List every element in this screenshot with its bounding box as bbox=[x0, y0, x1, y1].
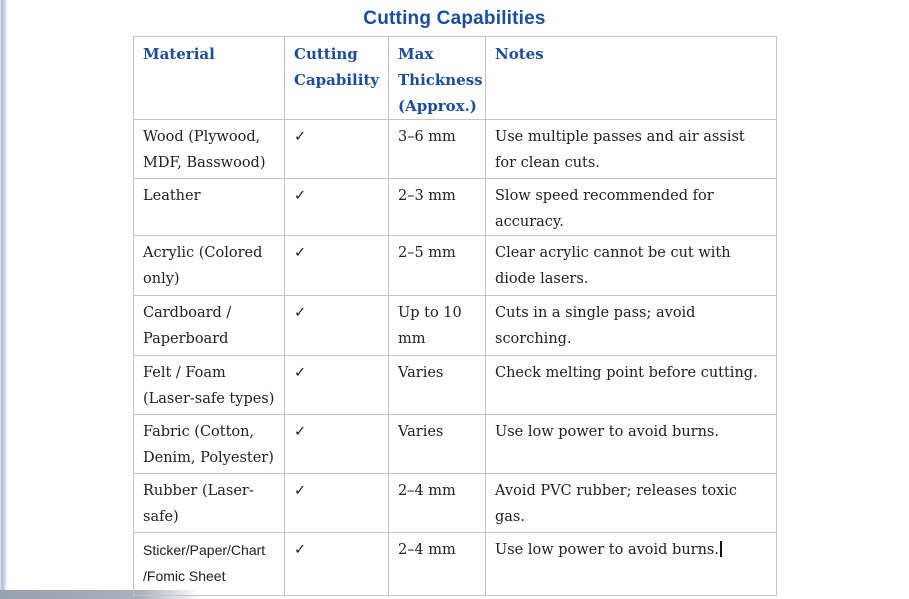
material-cell[interactable] bbox=[134, 415, 285, 474]
cutting-capabilities-table bbox=[133, 36, 777, 596]
notes-text: Slow speed recommended for accuracy. bbox=[495, 188, 714, 230]
check-icon: ✓ bbox=[294, 188, 307, 204]
capability-cell[interactable] bbox=[285, 179, 389, 236]
material-text: Rubber (Laser-safe) bbox=[143, 483, 254, 525]
notes-text: Clear acrylic cannot be cut with diode lasers. bbox=[495, 245, 731, 287]
notes-cell[interactable] bbox=[486, 179, 777, 236]
material-cell[interactable] bbox=[134, 296, 285, 356]
capability-cell[interactable] bbox=[285, 356, 389, 415]
thickness-cell[interactable] bbox=[389, 533, 486, 596]
notes-text: Use low power to avoid burns. bbox=[495, 424, 719, 440]
notes-cell[interactable] bbox=[486, 120, 777, 179]
capability-cell[interactable] bbox=[285, 296, 389, 356]
thickness-text: Varies bbox=[398, 424, 444, 440]
material-text: Wood (Plywood, MDF, Basswood) bbox=[143, 129, 266, 171]
table-row bbox=[134, 179, 777, 236]
notes-text: Check melting point before cutting. bbox=[495, 365, 758, 381]
thickness-text: Varies bbox=[398, 365, 444, 381]
thickness-cell[interactable] bbox=[389, 474, 486, 533]
notes-cell[interactable] bbox=[486, 415, 777, 474]
capability-cell[interactable] bbox=[285, 415, 389, 474]
table-row bbox=[134, 296, 777, 356]
thickness-text: 2–5 mm bbox=[398, 245, 456, 261]
column-header-material[interactable]: Material bbox=[134, 37, 285, 120]
check-icon: ✓ bbox=[294, 245, 307, 261]
thickness-text: 2–4 mm bbox=[398, 542, 456, 558]
check-icon: ✓ bbox=[294, 483, 307, 499]
column-header-notes[interactable]: Notes bbox=[486, 37, 777, 120]
notes-cell[interactable] bbox=[486, 356, 777, 415]
material-cell[interactable] bbox=[134, 474, 285, 533]
material-text: Sticker/Paper/Chart /Fomic Sheet bbox=[143, 542, 266, 584]
thickness-cell[interactable] bbox=[389, 236, 486, 296]
notes-text: Use multiple passes and air assist for clean cuts. bbox=[495, 129, 745, 171]
material-text: Acrylic (Colored only) bbox=[143, 245, 263, 287]
check-icon: ✓ bbox=[294, 305, 307, 321]
column-header-cutting-capability[interactable]: Cutting Capability bbox=[285, 37, 389, 120]
material-text: Fabric (Cotton, Denim, Polyester) bbox=[143, 424, 274, 466]
table-row bbox=[134, 236, 777, 296]
thickness-cell[interactable] bbox=[389, 179, 486, 236]
material-cell[interactable] bbox=[134, 179, 285, 236]
material-cell[interactable] bbox=[134, 533, 285, 596]
table-row bbox=[134, 474, 777, 533]
thickness-cell[interactable] bbox=[389, 296, 486, 356]
notes-text: Avoid PVC rubber; releases toxic gas. bbox=[495, 483, 738, 525]
notes-text: Use low power to avoid burns. bbox=[495, 542, 719, 558]
column-header-max-thickness[interactable]: Max Thickness (Approx.) bbox=[389, 37, 486, 120]
table-row bbox=[134, 533, 777, 596]
table-header-row bbox=[134, 37, 777, 120]
thickness-cell[interactable] bbox=[389, 356, 486, 415]
text-cursor bbox=[720, 541, 722, 557]
window-left-edge bbox=[0, 0, 8, 599]
capability-cell[interactable] bbox=[285, 474, 389, 533]
thickness-text: 2–3 mm bbox=[398, 188, 456, 204]
page-title[interactable]: Cutting Capabilities bbox=[363, 8, 546, 29]
material-cell[interactable] bbox=[134, 236, 285, 296]
thickness-text: 3–6 mm bbox=[398, 129, 456, 145]
notes-cell[interactable] bbox=[486, 474, 777, 533]
material-text: Leather bbox=[143, 188, 201, 204]
thickness-cell[interactable] bbox=[389, 120, 486, 179]
capability-cell[interactable] bbox=[285, 533, 389, 596]
table-row bbox=[134, 356, 777, 415]
notes-text: Cuts in a single pass; avoid scorching. bbox=[495, 305, 696, 347]
material-text: Felt / Foam (Laser-safe types) bbox=[143, 365, 275, 407]
thickness-text: 2–4 mm bbox=[398, 483, 456, 499]
table-row bbox=[134, 120, 777, 179]
thickness-cell[interactable] bbox=[389, 415, 486, 474]
thickness-text: Up to 10 mm bbox=[398, 305, 462, 347]
capability-cell[interactable] bbox=[285, 236, 389, 296]
notes-cell[interactable] bbox=[486, 533, 777, 596]
table-row bbox=[134, 415, 777, 474]
notes-cell[interactable] bbox=[486, 236, 777, 296]
check-icon: ✓ bbox=[294, 424, 307, 440]
check-icon: ✓ bbox=[294, 542, 307, 558]
material-text: Cardboard / Paperboard bbox=[143, 305, 232, 347]
check-icon: ✓ bbox=[294, 365, 307, 381]
material-cell[interactable] bbox=[134, 120, 285, 179]
capability-cell[interactable] bbox=[285, 120, 389, 179]
notes-cell[interactable] bbox=[486, 296, 777, 356]
check-icon: ✓ bbox=[294, 129, 307, 145]
material-cell[interactable] bbox=[134, 356, 285, 415]
